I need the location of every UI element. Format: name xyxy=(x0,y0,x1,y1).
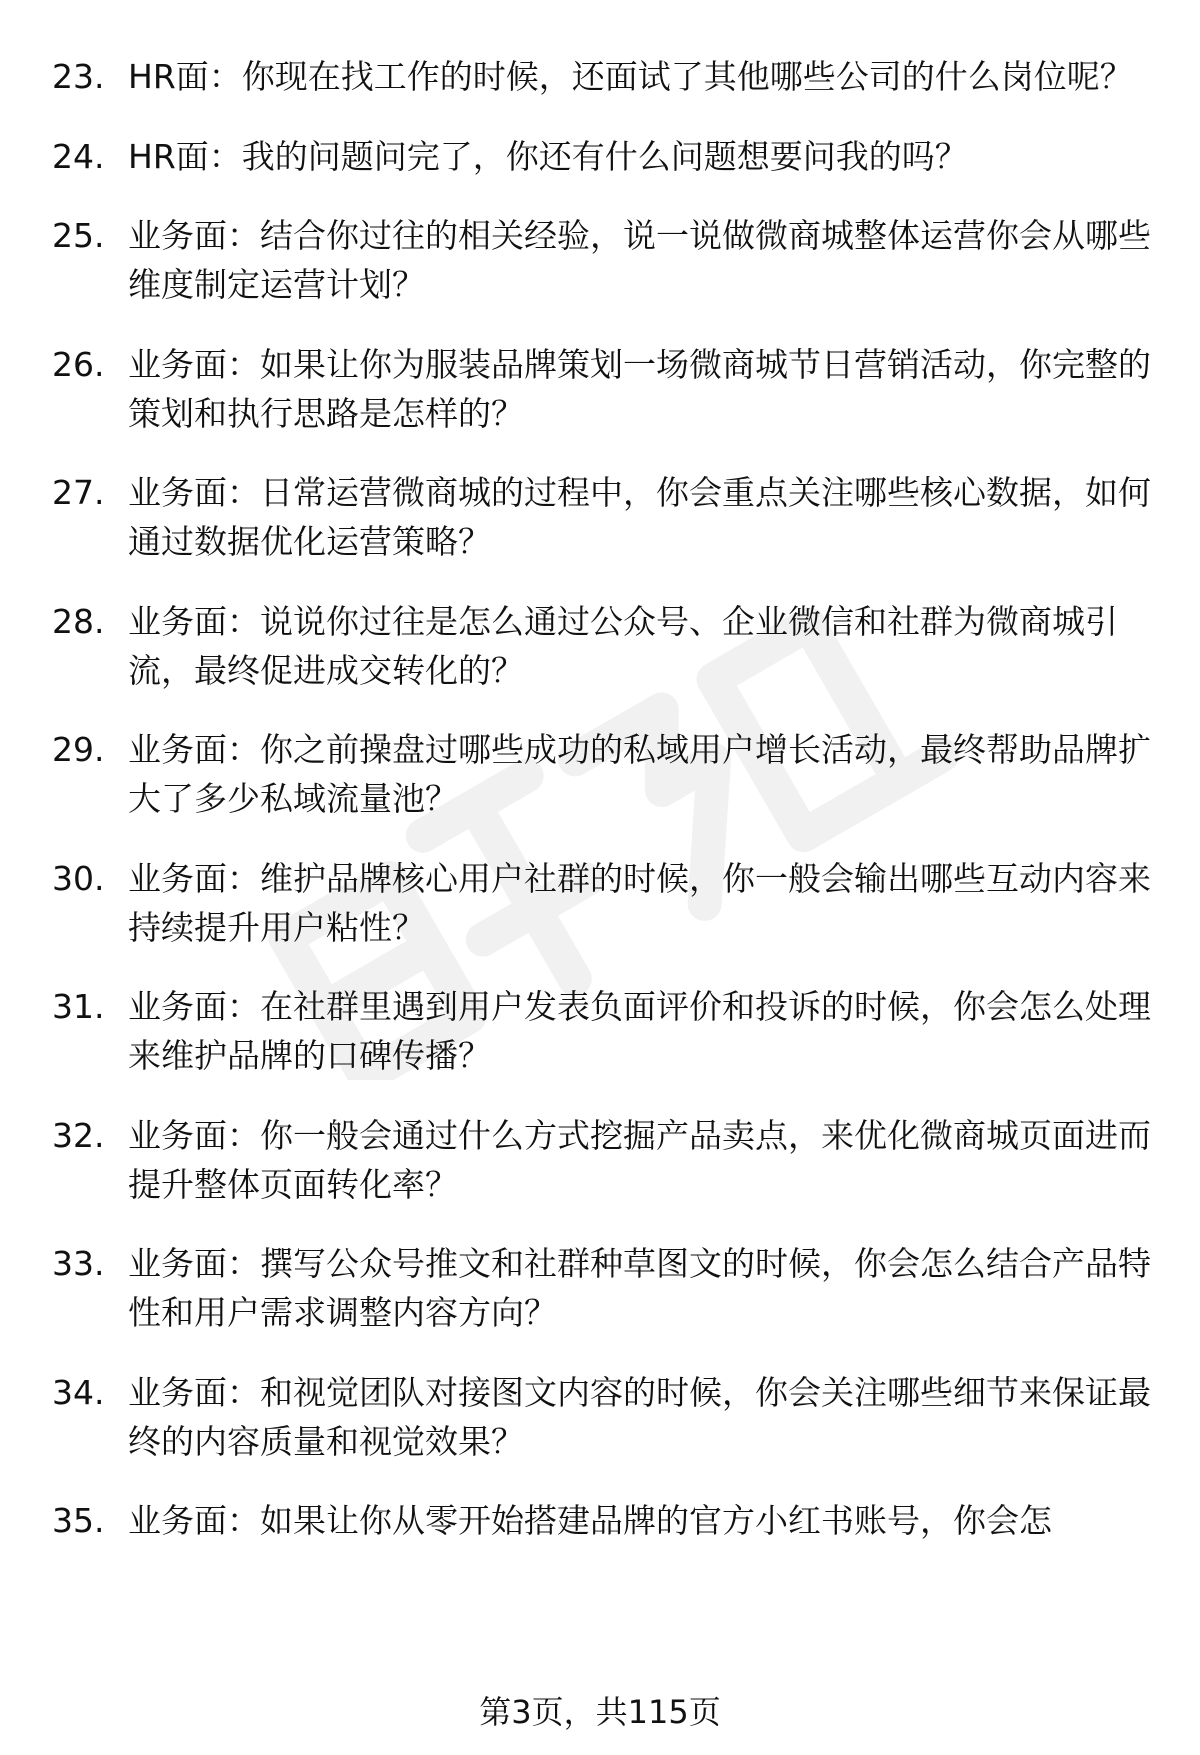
question-item xyxy=(52,340,1152,438)
question-text: 业务面：如果让你从零开始搭建品牌的官方小红书账号，你会怎 xyxy=(128,1501,1052,1540)
question-item xyxy=(52,1111,1152,1209)
question-text: 业务面：你之前操盘过哪些成功的私域用户增长活动，最终帮助品牌扩大了多少私域流量池？ xyxy=(128,730,1151,818)
question-item xyxy=(52,597,1152,695)
question-number: 24. xyxy=(52,136,105,176)
question-item xyxy=(52,982,1152,1080)
question-number: 26. xyxy=(52,344,105,384)
question-text: HR面：你现在找工作的时候，还面试了其他哪些公司的什么岗位呢？ xyxy=(128,57,1133,96)
question-text: 业务面：撰写公众号推文和社群种草图文的时候，你会怎么结合产品特性和用户需求调整内容方向？ xyxy=(128,1244,1151,1332)
question-text: 业务面：维护品牌核心用户社群的时候，你一般会输出哪些互动内容来持续提升用户粘性？ xyxy=(128,858,1151,947)
question-number: 35. xyxy=(52,1501,105,1540)
question-number: 34. xyxy=(52,1372,105,1412)
question-item xyxy=(52,52,1152,101)
question-number: 28. xyxy=(52,601,105,641)
question-number: 32. xyxy=(52,1115,105,1155)
question-item xyxy=(52,1368,1152,1466)
question-number: 27. xyxy=(52,473,105,512)
question-text: 业务面：你一般会通过什么方式挖掘产品卖点，来优化微商城页面进而提升整体页面转化率？ xyxy=(128,1115,1151,1204)
question-text: 业务面：日常运营微商城的过程中，你会重点关注哪些核心数据，如何通过数据优化运营策略？ xyxy=(128,473,1151,561)
page-footer: 第3页，共115页 xyxy=(479,1693,721,1731)
question-text: HR面：我的问题问完了，你还有什么问题想要问我的吗？ xyxy=(128,136,968,176)
question-number: 33. xyxy=(52,1244,105,1283)
question-item xyxy=(52,468,1152,566)
question-list xyxy=(52,52,1152,1576)
question-item xyxy=(52,132,1152,181)
question-text: 业务面：和视觉团队对接图文内容的时候，你会关注哪些细节来保证最终的内容质量和视觉效果？ xyxy=(128,1372,1151,1461)
question-number: 23. xyxy=(52,57,105,96)
question-number: 30. xyxy=(52,858,105,898)
question-item xyxy=(52,854,1152,952)
question-number: 31. xyxy=(52,987,105,1026)
question-item xyxy=(52,211,1152,309)
question-text: 业务面：结合你过往的相关经验，说一说做微商城整体运营你会从哪些维度制定运营计划？ xyxy=(128,216,1151,304)
question-text: 业务面：说说你过往是怎么通过公众号、企业微信和社群为微商城引流，最终促进成交转化的？ xyxy=(128,601,1118,690)
question-text: 业务面：如果让你为服装品牌策划一场微商城节日营销活动，你完整的策划和执行思路是怎样的？ xyxy=(128,344,1151,433)
question-item xyxy=(52,1496,1152,1545)
question-number: 25. xyxy=(52,216,105,255)
question-number: 29. xyxy=(52,730,105,769)
question-text: 业务面：在社群里遇到用户发表负面评价和投诉的时候，你会怎么处理来维护品牌的口碑传播？ xyxy=(128,987,1151,1075)
question-item xyxy=(52,725,1152,823)
question-item xyxy=(52,1239,1152,1337)
